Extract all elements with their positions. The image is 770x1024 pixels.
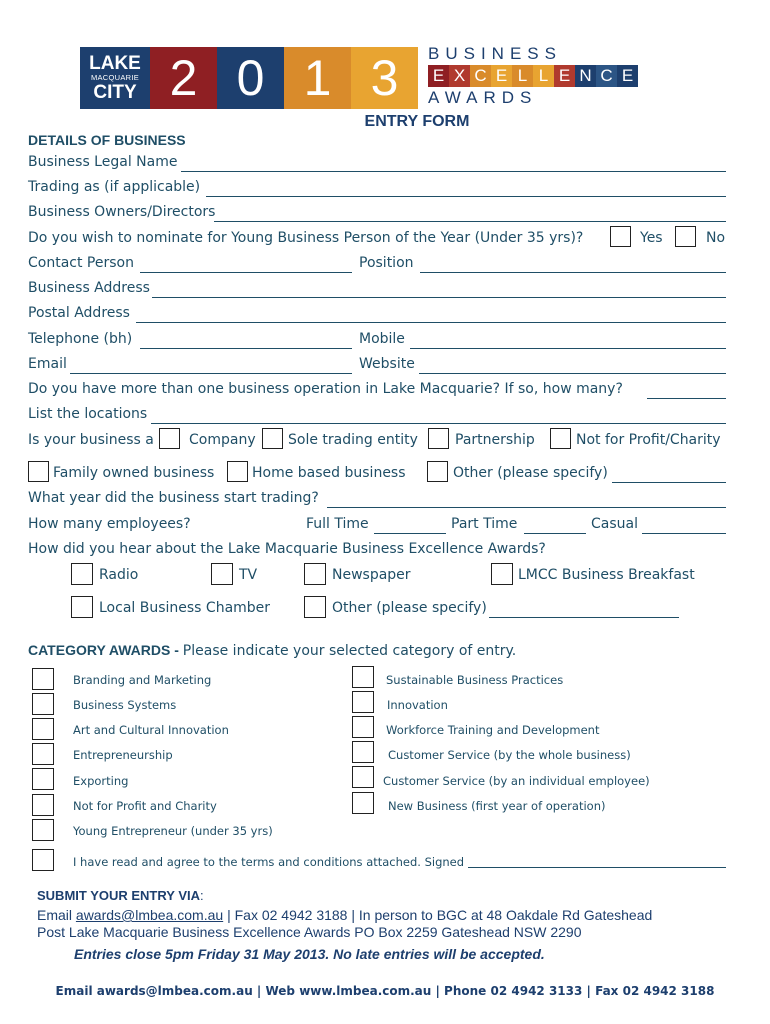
legal-name-label: Business Legal Name: [28, 154, 178, 170]
category-label: Young Entrepreneur (under 35 yrs): [73, 824, 273, 838]
postal-address-label: Postal Address: [28, 305, 130, 321]
business-address-label: Business Address: [28, 280, 150, 296]
list-locations-label: List the locations: [28, 406, 148, 422]
submit-line-1: [37, 907, 652, 923]
business-type-label: Is your business a: [28, 432, 154, 448]
category-checkbox[interactable]: [352, 716, 374, 738]
contact-person-field[interactable]: [140, 272, 352, 273]
year-started-field[interactable]: [327, 507, 726, 508]
category-label: Workforce Training and Development: [386, 723, 600, 737]
business-chamber-checkbox[interactable]: [71, 596, 93, 618]
yes-label: Yes: [640, 230, 663, 246]
casual-label: Casual: [591, 516, 638, 532]
wordmark-letter: C: [596, 65, 617, 87]
year-digit: 0: [217, 47, 284, 109]
submit-heading-text: SUBMIT YOUR ENTRY VIA: [37, 888, 201, 903]
year-digit: 1: [284, 47, 351, 109]
legal-name-field[interactable]: [181, 171, 726, 172]
wordmark-excellence: [428, 65, 693, 87]
category-checkbox[interactable]: [32, 693, 54, 715]
employees-label: How many employees?: [28, 516, 191, 532]
full-time-field[interactable]: [374, 533, 446, 534]
category-label: Sustainable Business Practices: [386, 673, 564, 687]
newspaper-checkbox[interactable]: [304, 563, 326, 585]
wordmark-letter: L: [533, 65, 554, 87]
business-breakfast-checkbox[interactable]: [491, 563, 513, 585]
telephone-label: Telephone (bh): [28, 331, 133, 347]
part-time-field[interactable]: [524, 533, 586, 534]
email-field[interactable]: [70, 373, 352, 374]
submit-heading-colon: :: [200, 888, 204, 903]
partnership-checkbox[interactable]: [428, 428, 449, 449]
mobile-label: Mobile: [359, 331, 405, 347]
website-field[interactable]: [419, 373, 726, 374]
wordmark-letter: E: [617, 65, 638, 87]
sole-trading-checkbox[interactable]: [262, 428, 283, 449]
category-checkbox[interactable]: [352, 766, 374, 788]
trading-as-field[interactable]: [206, 196, 726, 197]
category-label: New Business (first year of operation): [388, 799, 606, 813]
category-label: Branding and Marketing: [73, 673, 212, 687]
category-label: Innovation: [387, 698, 448, 712]
agree-terms-label: I have read and agree to the terms and conditions attached. Signed: [73, 855, 465, 869]
young-person-question: Do you wish to nominate for Young Business Person of the Year (Under 35 yrs)?: [28, 230, 584, 246]
category-checkbox[interactable]: [32, 718, 54, 740]
category-label: Exporting: [73, 774, 129, 788]
partnership-label: Partnership: [455, 432, 535, 448]
page-title: [0, 113, 770, 131]
young-person-yes-checkbox[interactable]: [610, 226, 631, 247]
footer-contact: Email awards@lmbea.com.au | Web www.lmbea.com.au | Phone 02 4942 3133 | Fax 02 4942 3188: [55, 984, 715, 998]
family-owned-label: Family owned business: [53, 465, 215, 481]
contact-person-label: Contact Person: [28, 255, 134, 271]
category-label: Entrepreneurship: [73, 748, 173, 762]
postal-address-field[interactable]: [136, 322, 726, 323]
owners-label: Business Owners/Directors: [28, 204, 216, 220]
other-source-field[interactable]: [489, 617, 679, 618]
heard-about-question: How did you hear about the Lake Macquarie Business Excellence Awards?: [28, 541, 546, 557]
logo-lake-text: LAKE: [89, 53, 141, 74]
category-checkbox[interactable]: [352, 792, 374, 814]
wordmark-business: BUSINESS: [428, 44, 562, 63]
other-source-checkbox[interactable]: [304, 596, 326, 618]
company-label: Company: [189, 432, 256, 448]
logo-macquarie-text: MACQUARIE: [90, 73, 140, 82]
business-excellence-awards-wordmark: [428, 43, 693, 109]
entries-close-notice: Entries close 5pm Friday 31 May 2013. No late entries will be accepted.: [74, 946, 545, 962]
newspaper-label: Newspaper: [332, 567, 411, 583]
year-started-label: What year did the business start trading?: [28, 490, 319, 506]
home-based-checkbox[interactable]: [227, 461, 248, 482]
signature-field[interactable]: [468, 867, 726, 868]
entry-form-title: ENTRY FORM: [364, 113, 470, 130]
full-time-label: Full Time: [306, 516, 369, 532]
telephone-field[interactable]: [140, 348, 352, 349]
owners-field[interactable]: [214, 221, 726, 222]
tv-checkbox[interactable]: [211, 563, 233, 585]
category-checkbox[interactable]: [352, 666, 374, 688]
email-label: Email: [28, 356, 67, 372]
radio-checkbox[interactable]: [71, 563, 93, 585]
category-checkbox[interactable]: [32, 819, 54, 841]
part-time-label: Part Time: [451, 516, 518, 532]
wordmark-letter: X: [449, 65, 470, 87]
year-digit: 3: [351, 47, 418, 109]
home-based-label: Home based business: [252, 465, 406, 481]
mobile-field[interactable]: [410, 348, 726, 349]
other-business-type-label: Other (please specify): [453, 465, 608, 481]
other-source-label: Other (please specify): [332, 600, 487, 616]
year-digit: 2: [150, 47, 217, 109]
details-heading: DETAILS OF BUSINESS: [28, 132, 186, 148]
category-awards-heading: [28, 641, 516, 660]
submit-email-link[interactable]: awards@lmbea.com.au: [75, 907, 224, 923]
locations-field[interactable]: [151, 423, 726, 424]
business-breakfast-label: LMCC Business Breakfast: [518, 567, 695, 583]
category-checkbox[interactable]: [32, 668, 54, 690]
category-label: Customer Service (by an individual employee): [383, 774, 650, 788]
wordmark-letter: E: [554, 65, 575, 87]
operations-count-field[interactable]: [647, 398, 726, 399]
not-for-profit-checkbox[interactable]: [550, 428, 571, 449]
business-address-field[interactable]: [152, 297, 726, 298]
wordmark-letter: L: [512, 65, 533, 87]
wordmark-letter: E: [491, 65, 512, 87]
submit-email-prefix: Email: [37, 907, 76, 923]
other-business-type-field[interactable]: [612, 482, 726, 483]
tv-label: TV: [239, 567, 258, 583]
agree-terms-checkbox[interactable]: [32, 849, 54, 871]
category-awards-title: CATEGORY AWARDS -: [28, 642, 183, 658]
category-label: Not for Profit and Charity: [73, 799, 217, 813]
submit-heading: [37, 888, 204, 903]
position-label: Position: [359, 255, 414, 271]
submit-line-2: Post Lake Macquarie Business Excellence Awards PO Box 2259 Gateshead NSW 2290: [37, 924, 582, 940]
trading-as-label: Trading as (if applicable): [28, 179, 201, 195]
awards-logo: [80, 47, 418, 109]
young-person-no-checkbox[interactable]: [675, 226, 696, 247]
category-label: Business Systems: [73, 698, 177, 712]
other-business-type-checkbox[interactable]: [427, 461, 448, 482]
category-checkbox[interactable]: [32, 743, 54, 765]
website-label: Website: [359, 356, 415, 372]
lake-macquarie-city-logo: [80, 47, 150, 109]
submit-line-1-rest: | Fax 02 4942 3188 | In person to BGC at 48 Oakdale Rd Gateshead: [223, 907, 653, 923]
wordmark-letter: N: [575, 65, 596, 87]
category-checkbox[interactable]: [352, 691, 374, 713]
wordmark-awards: AWARDS: [428, 88, 538, 107]
wordmark-letter: C: [470, 65, 491, 87]
company-checkbox[interactable]: [159, 428, 180, 449]
multiple-operations-question: Do you have more than one business operation in Lake Macquarie? If so, how many?: [28, 381, 623, 397]
wordmark-letter: E: [428, 65, 449, 87]
no-label: No: [706, 230, 726, 246]
sole-trading-label: Sole trading entity: [288, 432, 418, 448]
business-chamber-label: Local Business Chamber: [99, 600, 271, 616]
radio-label: Radio: [99, 567, 139, 583]
category-label: Art and Cultural Innovation: [73, 723, 229, 737]
category-awards-instruction: Please indicate your selected category of entry.: [182, 643, 517, 659]
category-checkbox[interactable]: [32, 768, 54, 790]
casual-field[interactable]: [642, 533, 726, 534]
position-field[interactable]: [420, 272, 726, 273]
category-label: Customer Service (by the whole business): [388, 748, 631, 762]
category-checkbox[interactable]: [352, 741, 374, 763]
family-owned-checkbox[interactable]: [28, 461, 49, 482]
category-checkbox[interactable]: [32, 794, 54, 816]
not-for-profit-label: Not for Profit/Charity: [576, 432, 721, 448]
logo-city-text: CITY: [93, 82, 137, 103]
